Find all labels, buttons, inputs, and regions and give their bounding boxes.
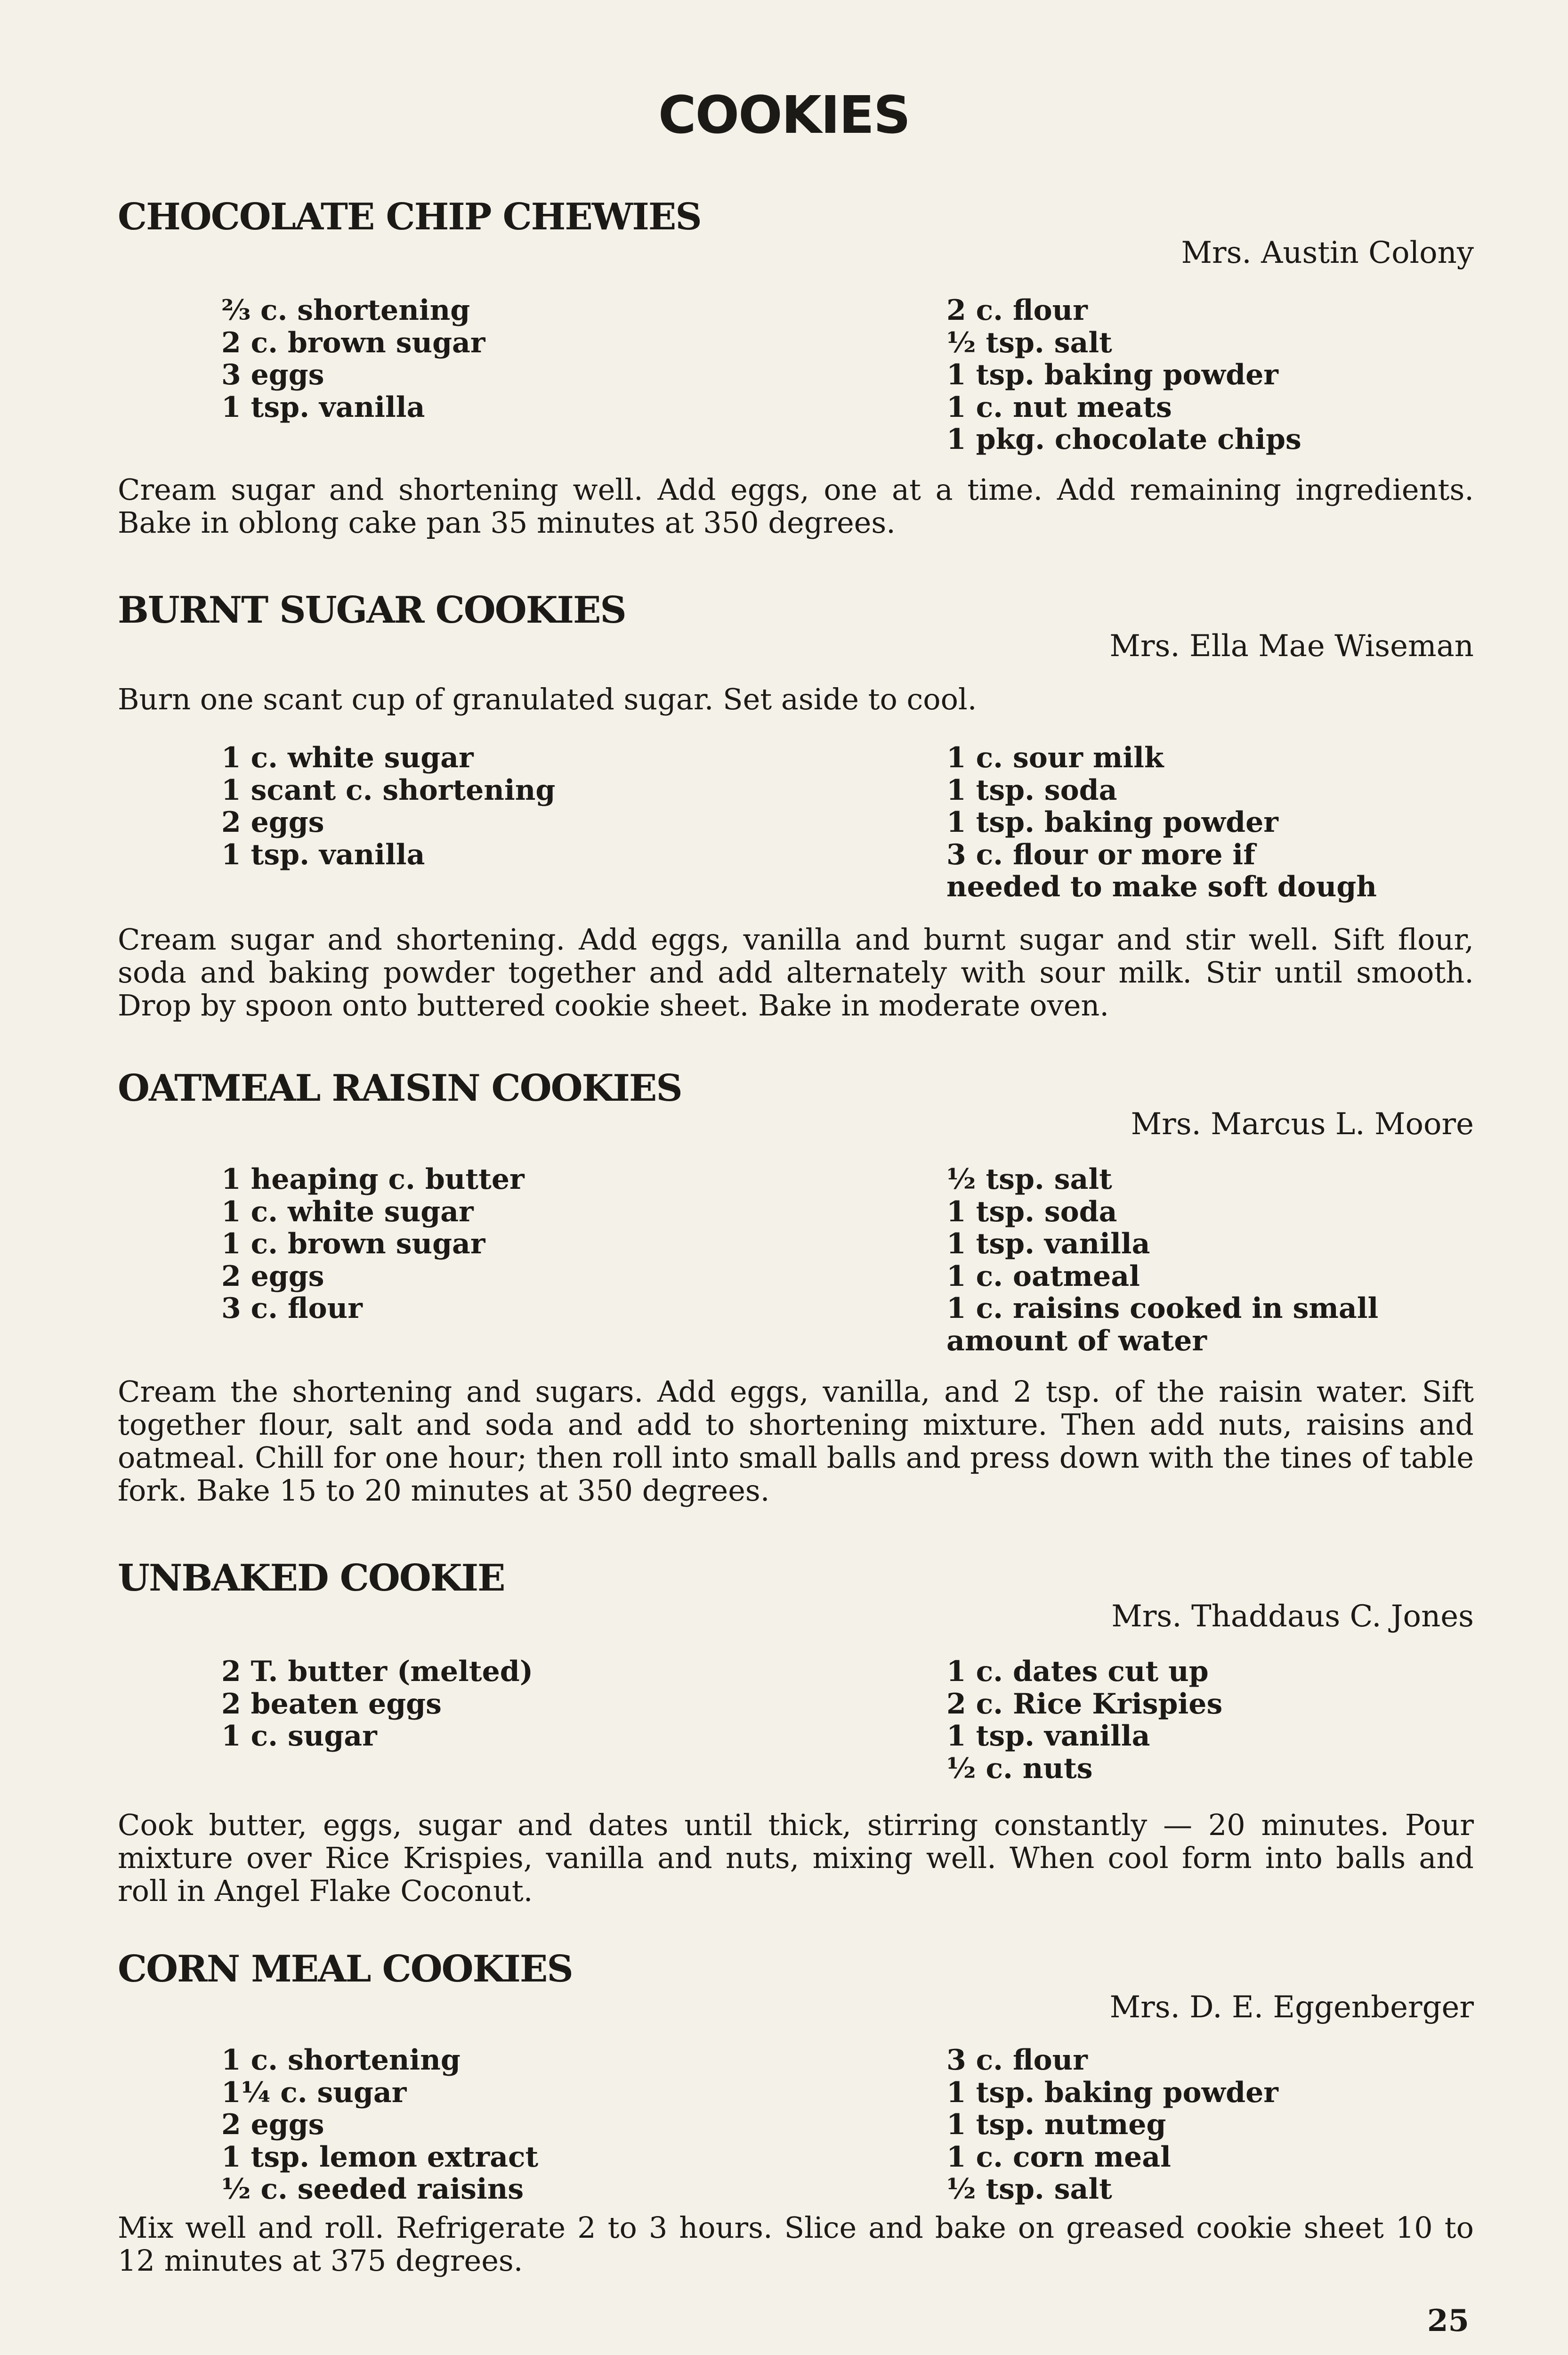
ingredient: ½ tsp. salt [946, 1163, 1112, 1196]
ingredient: 1 c. sugar [221, 1720, 377, 1753]
page-title: COOKIES [658, 85, 910, 145]
ingredient: 1 tsp. vanilla [946, 1720, 1150, 1753]
ingredients-left [221, 2044, 538, 2206]
ingredient: 2 T. butter (melted) [221, 1655, 533, 1688]
recipe-author: Mrs. D. E. Eggenberger [1109, 1990, 1474, 2025]
recipe-instructions: Cream the shortening and sugars. Add eggs, vanilla, and 2 tsp. of the raisin water. Sift together flour, salt and soda and add to shortening mixture. Then add nuts, raisins and oatmeal. Chill for one hour; then roll into small balls and press down with the tines of table fork. Bake 15 to 20 minutes at 350 degrees. [118, 1374, 1474, 1508]
ingredients-right [946, 294, 1301, 456]
recipe-title: BURNT SUGAR COOKIES [118, 589, 626, 632]
ingredient: 3 c. flour [946, 2044, 1088, 2077]
ingredient: 1 c. white sugar [221, 741, 474, 774]
recipe-title: CORN MEAL COOKIES [118, 1948, 573, 1990]
ingredient: 1 tsp. baking powder [946, 358, 1278, 391]
recipe-instructions: Cream sugar and shortening well. Add eggs, one at a time. Add remaining ingredients. Bake in oblong cake pan 35 minutes at 350 degrees. [118, 472, 1474, 540]
ingredient: 2 eggs [221, 2108, 324, 2141]
ingredient: 1 tsp. vanilla [221, 390, 425, 424]
ingredient: ½ c. nuts [946, 1752, 1093, 1785]
ingredients-left [221, 742, 555, 871]
ingredient: 1 tsp. soda [946, 773, 1117, 807]
ingredient: 1 tsp. nutmeg [946, 2108, 1166, 2141]
ingredient: 2 eggs [221, 806, 324, 839]
ingredient: 1¼ c. sugar [221, 2076, 407, 2109]
recipe-author: Mrs. Ella Mae Wiseman [1109, 629, 1474, 664]
ingredient: 1 c. corn meal [946, 2140, 1171, 2174]
page-number: 25 [1427, 2303, 1469, 2339]
ingredient: 3 eggs [221, 358, 324, 391]
ingredient: ½ tsp. salt [946, 326, 1112, 359]
ingredient: 1 scant c. shortening [221, 773, 556, 807]
ingredient: 1 pkg. chocolate chips [946, 423, 1301, 456]
ingredient: 3 c. flour [221, 1292, 363, 1325]
ingredient: 2 c. flour [946, 294, 1088, 327]
recipe-title: CHOCOLATE CHIP CHEWIES [118, 195, 701, 238]
ingredient: 1 tsp. lemon extract [221, 2140, 539, 2174]
recipe-instructions: Cream sugar and shortening. Add eggs, vanilla and burnt sugar and stir well. Sift flour, soda and baking powder together and add alternately with sour milk. Stir until smooth. Drop by spoon onto buttered cookie sheet. Bake in moderate oven. [118, 922, 1474, 1023]
ingredient: ½ c. seeded raisins [221, 2173, 524, 2206]
recipe-author: Mrs. Marcus L. Moore [1131, 1107, 1474, 1142]
recipe-title: UNBAKED COOKIE [118, 1557, 505, 1600]
recipe-title: OATMEAL RAISIN COOKIES [118, 1067, 682, 1110]
ingredient: 1 c. shortening [221, 2044, 461, 2077]
recipe-instructions: Mix well and roll. Refrigerate 2 to 3 hours. Slice and bake on greased cookie sheet 10 to 12 minutes at 375 degrees. [118, 2210, 1474, 2278]
ingredient: 2 beaten eggs [221, 1687, 442, 1721]
recipe-author: Mrs. Austin Colony [1181, 236, 1474, 270]
ingredients-left [221, 1163, 525, 1325]
ingredient: 1 c. white sugar [221, 1195, 474, 1228]
recipe-author: Mrs. Thaddaus C. Jones [1111, 1599, 1474, 1634]
ingredient: needed to make soft dough [946, 870, 1377, 903]
ingredient: 1 c. nut meats [946, 390, 1172, 424]
ingredients-right [946, 1656, 1222, 1785]
ingredient: 1 heaping c. butter [221, 1163, 525, 1196]
ingredient: 1 c. sour milk [946, 741, 1164, 774]
ingredient: 1 c. brown sugar [221, 1227, 485, 1260]
ingredient: 1 tsp. vanilla [221, 838, 425, 871]
ingredient: 1 tsp. vanilla [946, 1227, 1150, 1260]
ingredient: 2 c. brown sugar [221, 326, 485, 359]
ingredient: ⅔ c. shortening [221, 294, 470, 327]
ingredient: 1 c. dates cut up [946, 1655, 1209, 1688]
recipe-instructions: Cook butter, eggs, sugar and dates until thick, stirring constantly — 20 minutes. Pour mixture over Rice Krispies, vanilla and nuts, mixing well. When cool form into balls and roll in Angel Flake Coconut. [118, 1808, 1474, 1908]
ingredients-left [221, 294, 485, 423]
ingredient: 1 tsp. baking powder [946, 2076, 1278, 2109]
ingredients-left [221, 1656, 533, 1753]
ingredients-right [946, 742, 1377, 903]
ingredient: 1 c. oatmeal [946, 1259, 1140, 1293]
ingredient: 1 tsp. soda [946, 1195, 1117, 1228]
ingredient: 2 c. Rice Krispies [946, 1687, 1223, 1721]
ingredient: 2 eggs [221, 1259, 324, 1293]
recipe-note: Burn one scant cup of granulated sugar. Set aside to cool. [118, 682, 977, 716]
ingredient: ½ tsp. salt [946, 2173, 1112, 2206]
ingredient: 1 tsp. baking powder [946, 806, 1278, 839]
ingredient: 3 c. flour or more if [946, 838, 1256, 871]
ingredients-right [946, 2044, 1278, 2206]
ingredient: amount of water [946, 1324, 1207, 1357]
ingredients-right [946, 1163, 1378, 1357]
ingredient: 1 c. raisins cooked in small [946, 1292, 1379, 1325]
